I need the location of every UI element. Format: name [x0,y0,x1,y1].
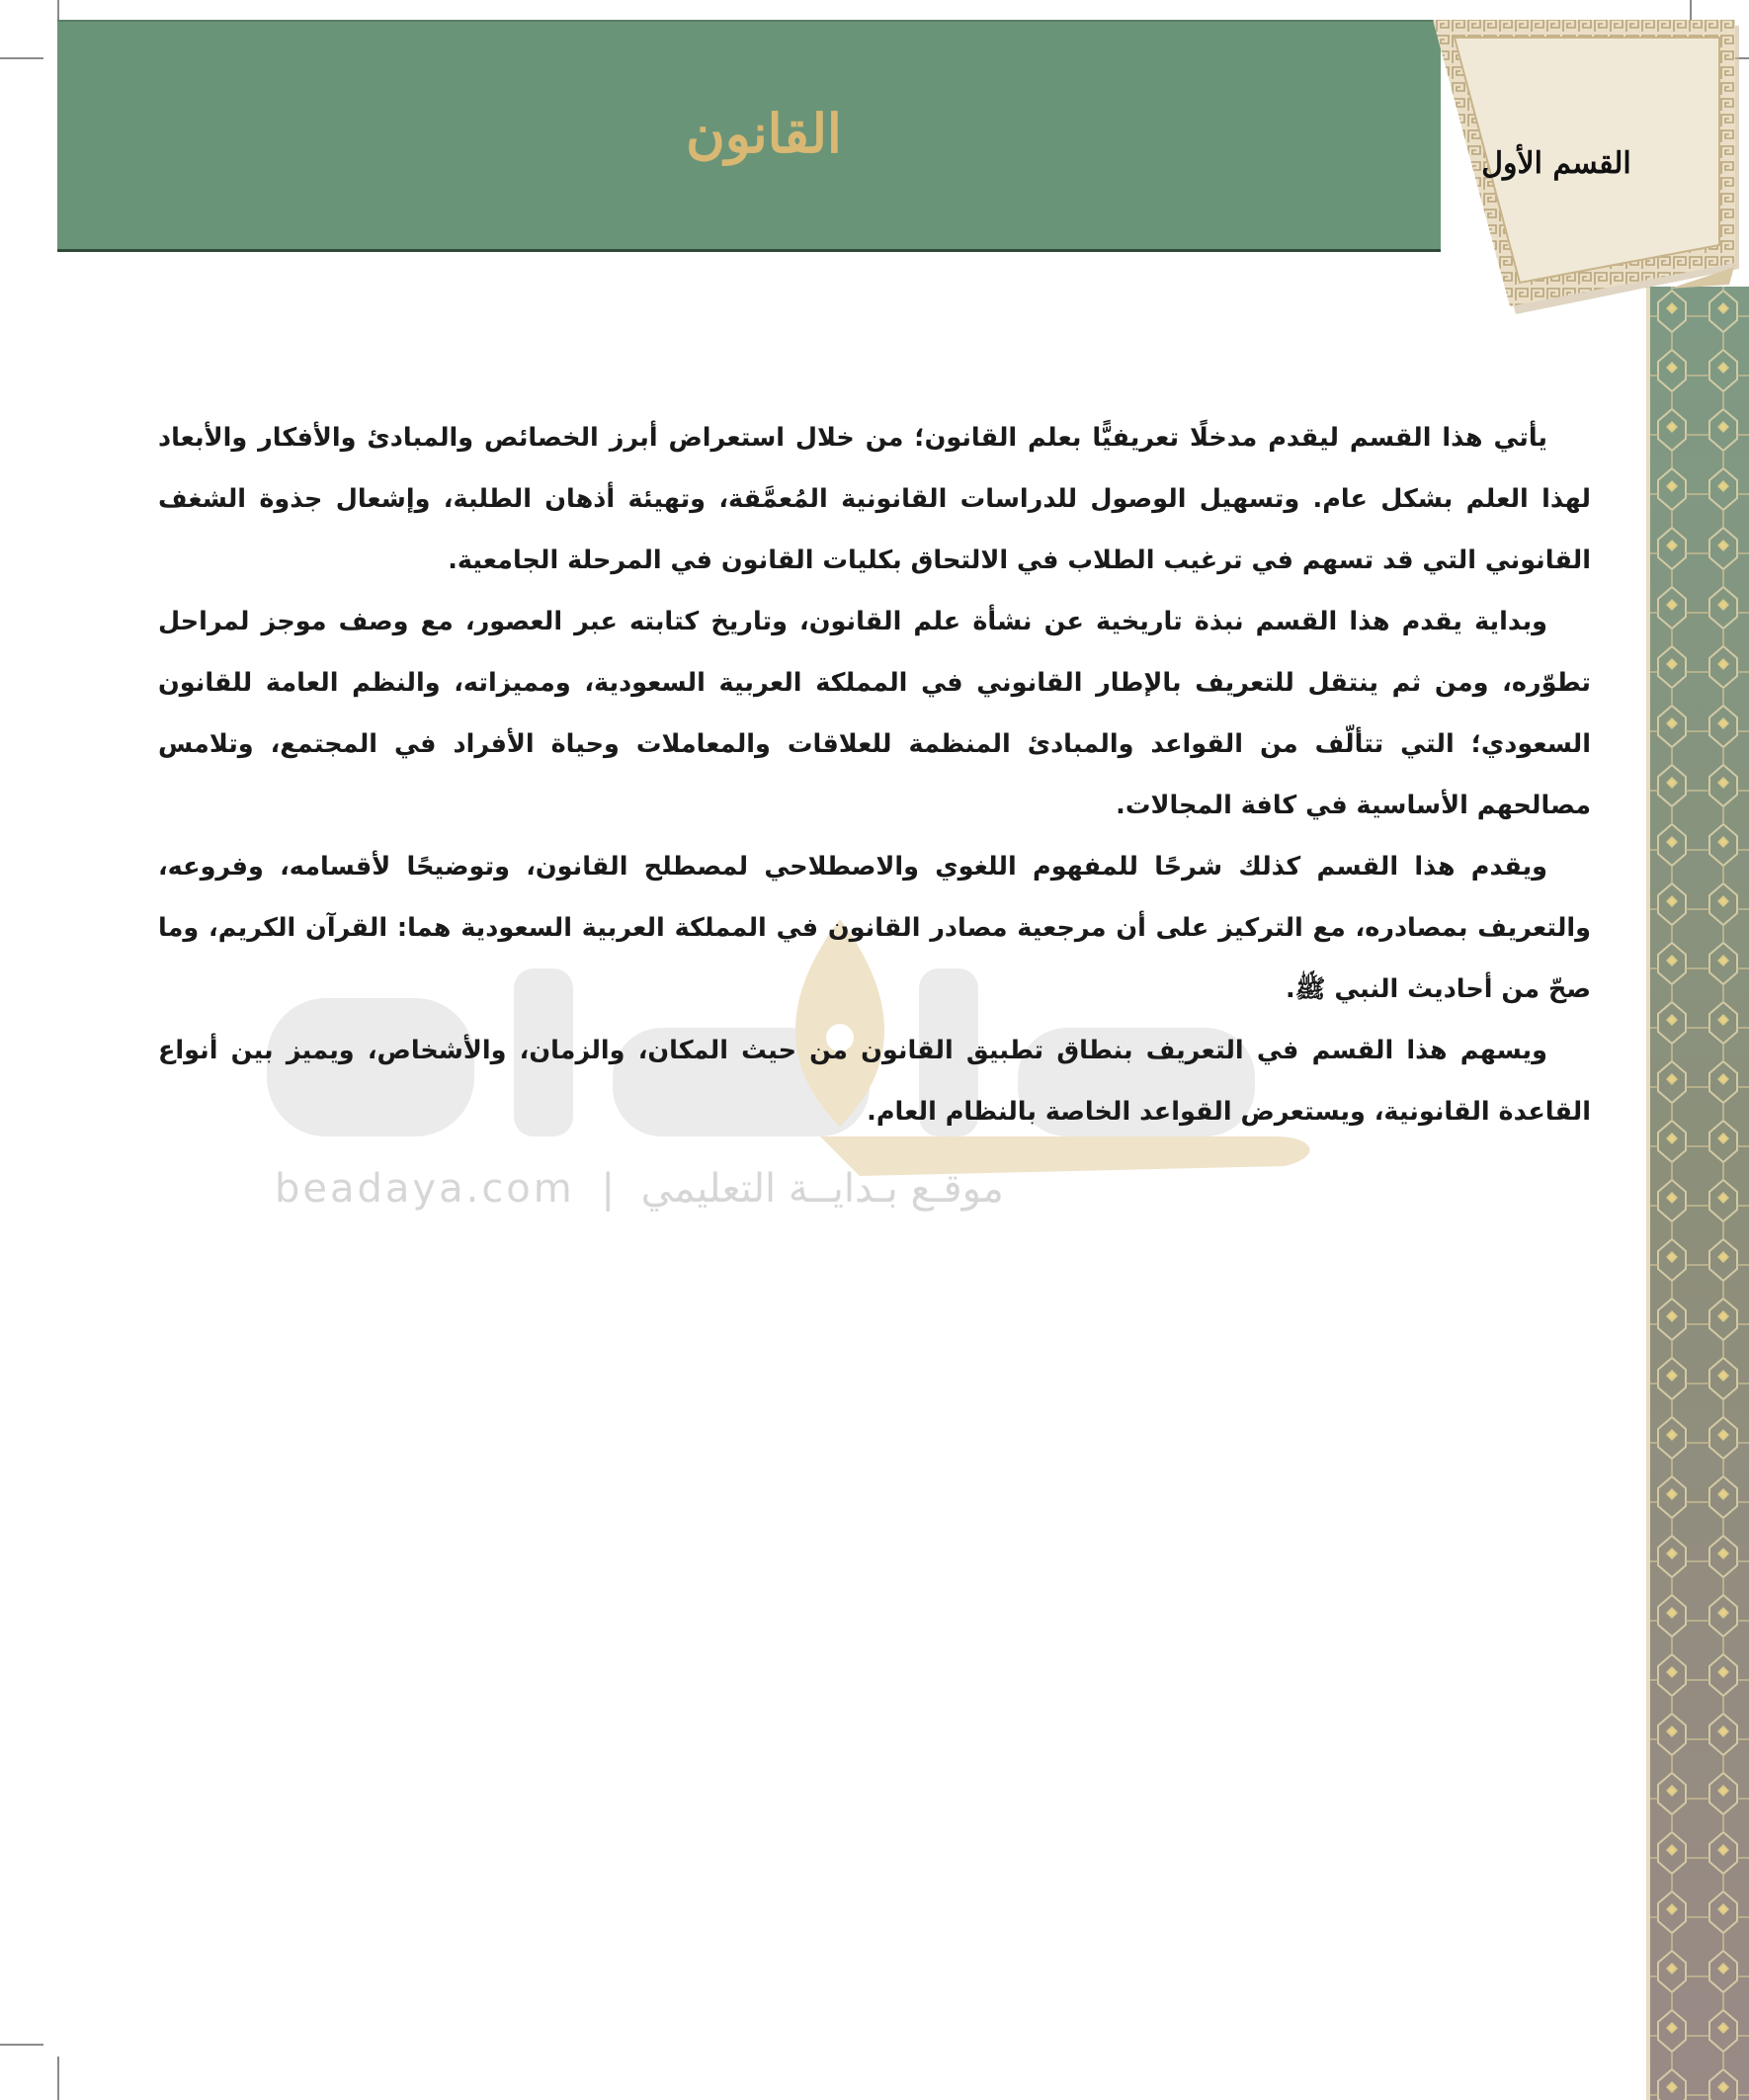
side-ornament-strip [1646,287,1749,2100]
page-title: القانون [686,102,842,165]
paragraph: وبداية يقدم هذا القسم نبذة تاريخية عن نشأة علم القانون، وتاريخ كتابته عبر العصور، مع وصف موجز لمراحل تطوّره، ومن ثم ينتقل للتعريف بالإطار القانوني في المملكة العربية السعودية، ومميزاته، والنظم العامة للقانون السعودي؛ التي تتألّف من القواعد والمبادئ المنظمة للعلاقات والمعاملات وحياة الأفراد في المجتمع، وتلامس مصالحهم الأساسية في كافة المجالات. [158,607,1591,820]
paragraph: ويسهم هذا القسم في التعريف بنطاق تطبيق القانون من حيث المكان، والزمان، والأشخاص، ويميز بين أنواع القاعدة القانونية، ويستعرض القواعد الخاصة بالنظام العام. [158,1036,1591,1127]
crop-mark [0,2044,43,2046]
crop-mark [57,2057,59,2100]
crop-mark [0,57,43,59]
section-label: القسم الأول [1481,146,1631,181]
body-text [158,407,1591,1142]
watermark-site: beadaya.com [275,1166,575,1212]
watermark-separator: | [601,1166,615,1212]
paragraph: يأتي هذا القسم ليقدم مدخلًا تعريفيًّا بعلم القانون؛ من خلال استعراض أبرز الخصائص والمبادئ والأفكار والأبعاد لهذا العلم بشكل عام. وتسهيل الوصول للدراسات القانونية المُعمَّقة، وتهيئة أذهان الطلبة، وإشعال جذوة الشغف القانوني التي قد تسهم في ترغيب الطلاب في الالتحاق بكليات القانون في المرحلة الجامعية. [158,423,1591,575]
watermark-text [275,1166,1004,1212]
watermark-tagline: موقـع بـدايــة التعليمي [640,1166,1004,1212]
paragraph: ويقدم هذا القسم كذلك شرحًا للمفهوم اللغوي والاصطلاحي لمصطلح القانون، وتوضيحًا لأقسامه، وفروعه، والتعريف بمصادره، مع التركيز على أن مرجعية مصادر القانون في المملكة العربية السعودية هما: القرآن الكريم، وما صحّ من أحاديث النبي ﷺ. [158,852,1591,1004]
